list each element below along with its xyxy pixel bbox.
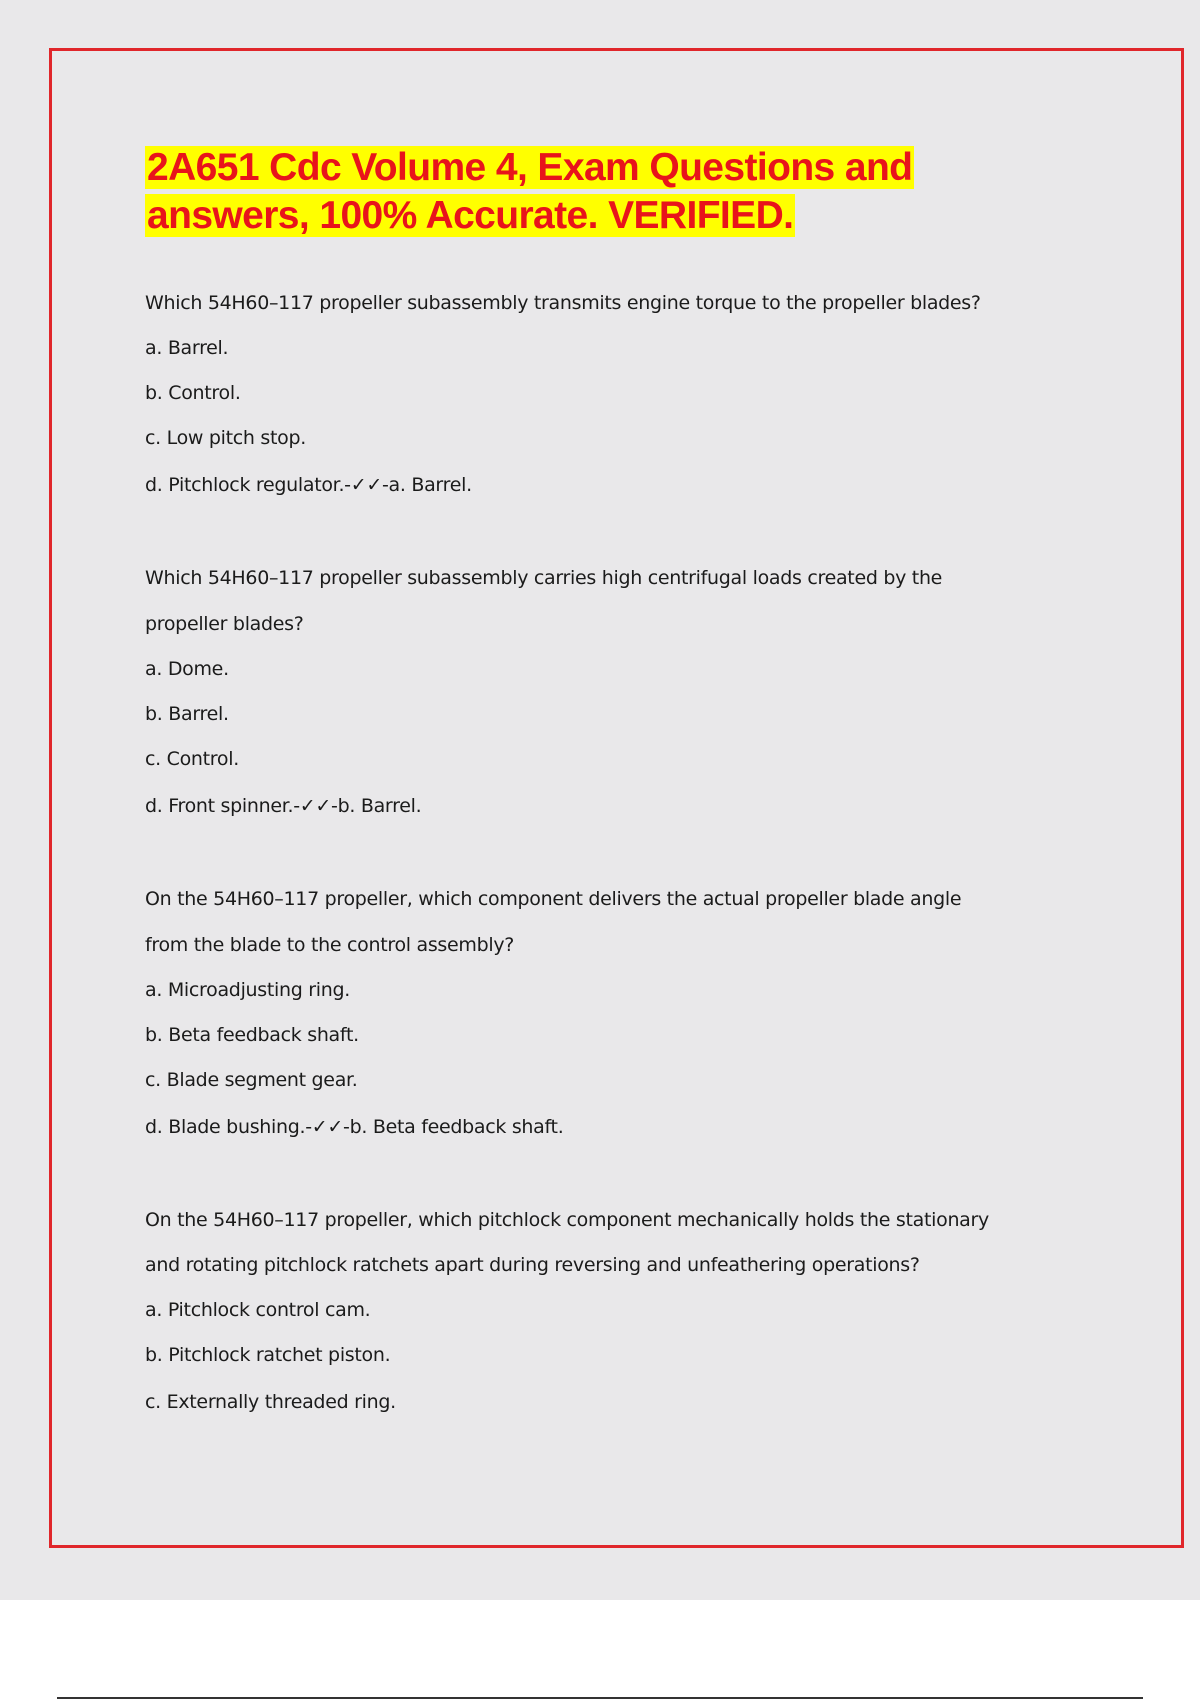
question-3-option-a: a. Microadjusting ring. [145,979,350,1001]
question-4-text-line-1: On the 54H60–117 propeller, which pitchlock component mechanically holds the stationary [145,1209,989,1231]
question-3-option-c: c. Blade segment gear. [145,1069,358,1091]
title-line-2: answers, 100% Accurate. VERIFIED. [147,194,794,237]
question-2-option-d-answer: d. Front spinner.-✓✓-b. Barrel. [145,795,422,817]
question-1-option-c: c. Low pitch stop. [145,427,306,449]
document-title [145,144,965,240]
question-2-option-b: b. Barrel. [145,703,229,725]
question-2-text-line-1: Which 54H60–117 propeller subassembly carries high centrifugal loads created by the [145,567,943,589]
footer-divider [57,1697,1143,1699]
question-3-option-d-answer: d. Blade bushing.-✓✓-b. Beta feedback shaft. [145,1116,564,1138]
question-3-text-line-2: from the blade to the control assembly? [145,934,515,956]
question-4-option-a: a. Pitchlock control cam. [145,1299,371,1321]
question-2-option-c: c. Control. [145,748,239,770]
question-1-option-d-answer: d. Pitchlock regulator.-✓✓-a. Barrel. [145,474,472,496]
question-2-option-a: a. Dome. [145,658,229,680]
question-4-text-line-2: and rotating pitchlock ratchets apart during reversing and unfeathering operations? [145,1254,920,1276]
question-4-option-c: c. Externally threaded ring. [145,1391,396,1413]
question-1-option-a: a. Barrel. [145,337,229,359]
question-2-text-line-2: propeller blades? [145,613,304,635]
title-line-1: 2A651 Cdc Volume 4, Exam Questions and [147,146,913,189]
question-1-text: Which 54H60–117 propeller subassembly transmits engine torque to the propeller blades? [145,292,981,314]
question-1-option-b: b. Control. [145,382,241,404]
question-3-text-line-1: On the 54H60–117 propeller, which component delivers the actual propeller blade angle [145,888,962,910]
question-3-option-b: b. Beta feedback shaft. [145,1024,359,1046]
question-4-option-b: b. Pitchlock ratchet piston. [145,1344,391,1366]
